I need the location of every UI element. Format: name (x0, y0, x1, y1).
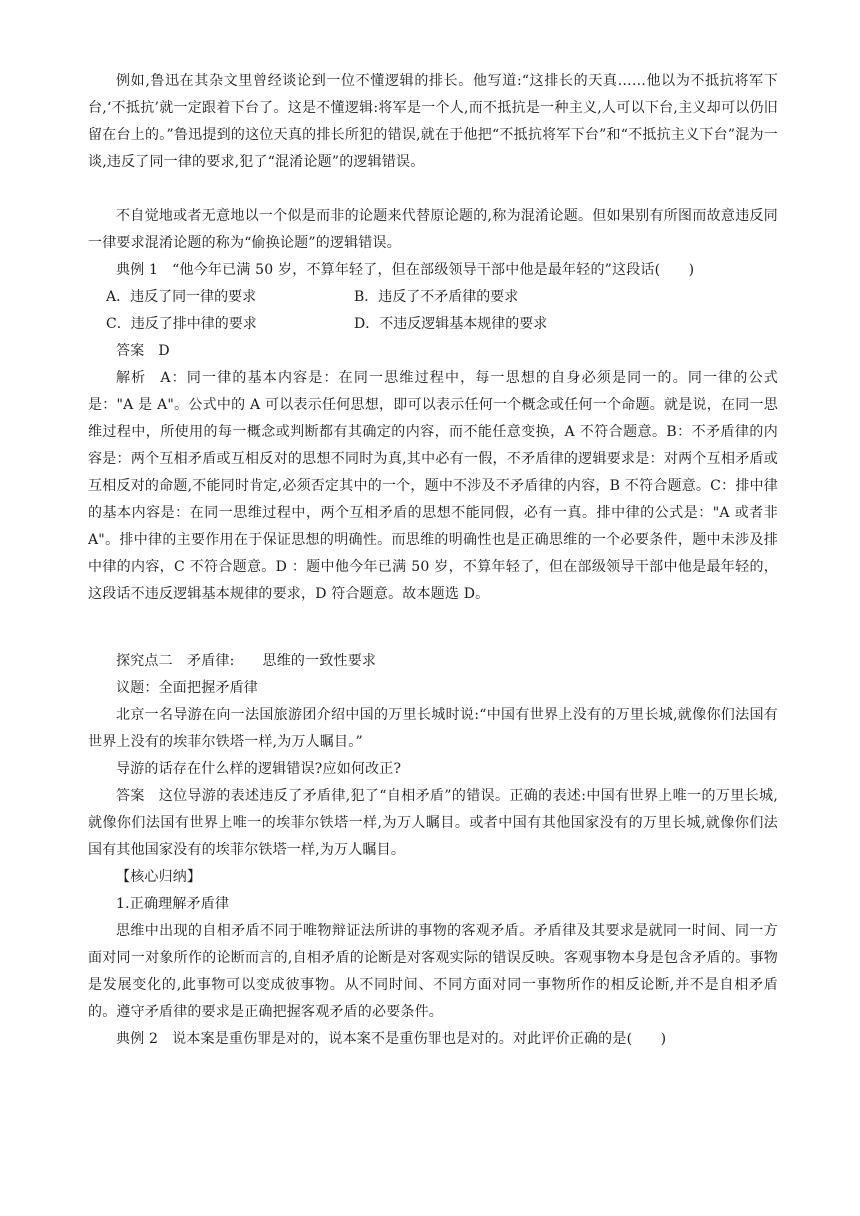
example2-label: 典例 2 (116, 1031, 159, 1047)
example1-option-c: C．违反了排中律的要求 (106, 316, 257, 332)
example1-label: 典例 1 (116, 262, 159, 278)
example1-analysis-text: A：同一律的基本内容是：在同一思维过程中，每一思想的自身必须是同一的。同一律的公式是："A 是 A"。公式中的 A 可以表示任何思想，即可以表示任何一个概念或任何一个命题。就是说，在同一思维过程中，所使用的每一概念或判断都有其确定的内容，而不能任意变换，A 不符合题意。B：不矛盾律的内容是：两个互相矛盾或互相反对的思想不同时为真,其中必有一假，不矛盾律的逻辑要求是：对两个互相矛盾或互相反对的命题,不能同时肯定,必须否定其中的一个，题中不涉及不矛盾律的内容，B 不符合题意。C：排中律的基本内容是：在同一思维过程中，两个互相矛盾的思想不能同假，必有一真。排中律的公式是："A 或者非 A"。排中律的主要作用在于保证思想的明确性。而思维的明确性也是正确思维的一个必要条件，题中未涉及排中律的内容，C 不符合题意。D ：题中他今年已满 50 岁，不算年轻了，但在部级领导干部中他是最年轻的，这段话不违反逻辑基本规律的要求，D 符合题意。故本题选 D。 (88, 370, 778, 602)
paragraph-confusing-topic-definition: 不自觉地或者无意地以一个似是而非的论题来代替原论题的,称为混淆论题。但如果别有所图而故意违反同一律要求混淆论题的称为“偷换论题”的逻辑错误。 (88, 208, 778, 251)
section2-answer (88, 783, 778, 864)
section2-answer-label: 答案 (116, 788, 145, 804)
example2-question-line (88, 1026, 778, 1053)
section2-question: 导游的话存在什么样的逻辑错误?应如何改正? (116, 761, 402, 777)
section2-answer-text: 这位导游的表述违反了矛盾律,犯了“自相矛盾”的错误。正确的表述:中国有世界上唯一的万里长城,就像你们法国有世界上唯一的埃菲尔铁塔一样,为万人瞩目。或者中国有其他国家没有的万里长城,就像你们法国有其他国家没有的埃菲尔铁塔一样,为万人瞩目。 (88, 788, 778, 858)
section2-story: 北京一名导游在向一法国旅游团介绍中国的万里长城时说:“中国有世界上没有的万里长城,就像你们法国有世界上没有的埃菲尔铁塔一样,为万人瞩目。” (88, 707, 778, 750)
example1-options-row-1 (106, 284, 786, 311)
example1-option-a: A．违反了同一律的要求 (106, 289, 257, 305)
example1-options-row-2 (106, 311, 786, 338)
example1-answer-line (88, 338, 778, 365)
core-point1-title: 1.正确理解矛盾律 (116, 896, 230, 912)
example1-question-line (88, 257, 778, 284)
example1-answer-label: 答案 (116, 343, 145, 359)
paragraph-lu-xun-example: 例如,鲁迅在其杂文里曾经谈论到一位不懂逻辑的排长。他写道:“这排长的天真……他以为不抵抗将军下台,‘不抵抗’就一定跟着下台了。这是不懂逻辑:将军是一个人,而不抵抗是一种主义,人可以下台,主义却可以仍旧留在台上的。”鲁迅提到的这位天真的排长所犯的错误,就在于他把“不抵抗将军下台”和“不抵抗主义下台”混为一谈,违反了同一律的要求,犯了“混淆论题”的逻辑错误。 (88, 73, 778, 170)
example1-option-b: B．违反了不矛盾律的要求 (354, 289, 519, 305)
example1-analysis-label: 解析 (116, 370, 147, 386)
example2-question: 说本案是重伤罪是对的，说本案不是重伤罪也是对的。对此评价正确的是( ) (172, 1031, 667, 1047)
example1-answer: D (158, 343, 170, 359)
core-summary-title: 【核心归纳】 (116, 869, 202, 885)
example1-option-d: D．不违反逻辑基本规律的要求 (354, 316, 548, 332)
core-point1-body: 思维中出现的自相矛盾不同于唯物辩证法所讲的事物的客观矛盾。矛盾律及其要求是就同一时间、同一方面对同一对象所作的论断而言的,自相矛盾的论断是对客观实际的错误反映。客观事物本身是包含矛盾的。事物是发展变化的,此事物可以变成彼事物。从不同时间、不同方面对同一事物所作的相反论断,并不是自相矛盾的。遵守矛盾律的要求是正确把握客观矛盾的必要条件。 (88, 923, 778, 1020)
section2-heading-a: 探究点二 矛盾律: (116, 653, 235, 669)
section2-heading (88, 648, 778, 675)
example1-analysis (88, 365, 778, 608)
section2-topic: 议题：全面把握矛盾律 (116, 680, 258, 696)
section2-heading-b: 思维的一致性要求 (262, 653, 377, 669)
example1-question: “他今年已满 50 岁，不算年轻了，但在部级领导干部中他是最年轻的”这段话( ) (172, 262, 695, 278)
